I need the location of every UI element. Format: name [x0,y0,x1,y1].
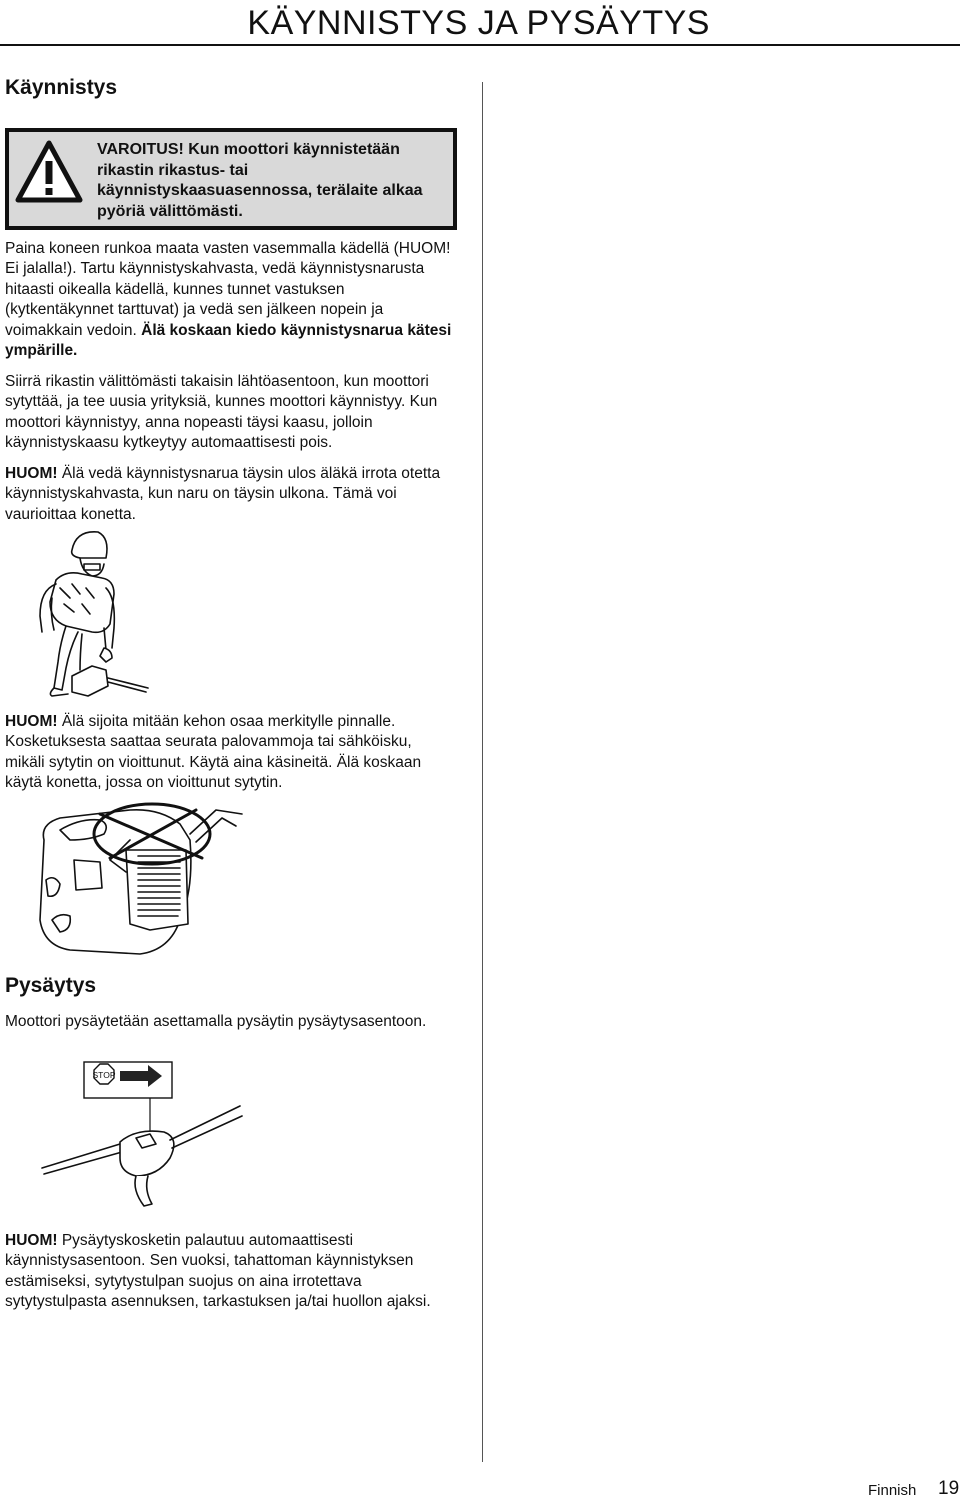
stop-instructions: Moottori pysäytetään asettamalla pysäytin pysäytysasentoon. [5,1013,427,1030]
section-heading-start: Käynnistys [5,76,118,99]
start-instructions-warning: Älä koskaan kiedo käynnistysnarua kätesi ympärille. [5,321,452,360]
stop-label: STOP [92,1070,116,1080]
note-label: HUOM! [5,465,58,482]
note-text: Pysäytyskosketin palautuu automaattisesti käynnistysasentoon. Sen vuoksi, tahattoman käynnistyksen estämiseksi, sytytystulpan suojus on aina irrotettava sytytystulpasta asennuksen, tarkastuksen ja/tai huollon ajaksi. [5,1232,431,1311]
note-stop-switch [5,1231,455,1313]
stop-switch-illustration [40,1058,245,1210]
note-text: Älä vedä käynnistysnarua täysin ulos äläkä irrota otetta käynnistyskahvasta, kun naru on täysin ulkona. Tämä voi vaurioittaa konetta. [5,465,441,523]
header-rule [0,44,960,46]
page-number: 19 [938,1478,960,1498]
note-label: HUOM! [5,713,58,730]
section-heading-stop: Pysäytys [5,974,97,997]
note-starter-cord [5,464,455,525]
engine-hot-surface-illustration [30,800,245,960]
warning-box [5,128,457,230]
warning-text: VAROITUS! Kun moottori käynnistetään rikastin rikastus- tai käynnistyskaasuasennossa, terälaite alkaa pyöriä välittömästi. [97,141,423,220]
note-text: Älä sijoita mitään kehon osaa merkitylle pinnalle. Kosketuksesta saattaa seurata palovammoja tai sähköisku, mikäli sytytin on vioittunut. Käytä aina käsineitä. Älä koskaan käytä konetta, jossa on vioittunut sytytin. [5,713,422,792]
start-instructions [5,239,455,361]
note-ignition [5,712,455,794]
worker-starting-illustration [20,528,160,700]
note-label: HUOM! [5,1232,58,1249]
warning-triangle-icon [15,140,83,204]
start-instructions-text: Paina koneen runkoa maata vasten vasemmalla kädellä (HUOM! Ei jalalla!). Tartu käynnistyskahvasta, vedä käynnistysnarusta hitaasti oikealla kädellä, kunnes tunnet vastuksen (kytkentäkynnet tarttuvat) ja vedä sen jälkeen nopein ja voimakkain vedoin. [5,240,451,339]
footer-language: Finnish [868,1482,917,1498]
column-divider [482,82,483,1462]
choke-instructions: Siirrä rikastin välittömästi takaisin lähtöasentoon, kun moottori sytyttää, ja tee uusia yrityksiä, kunnes moottori käynnistyy. Kun moottori käynnistyy, anna nopeasti täysi kaasu, jolloin käynnistyskaasu kytkeytyy automaattisesti pois. [5,373,438,452]
page-header-title: KÄYNNISTYS JA PYSÄYTYS [247,4,710,42]
